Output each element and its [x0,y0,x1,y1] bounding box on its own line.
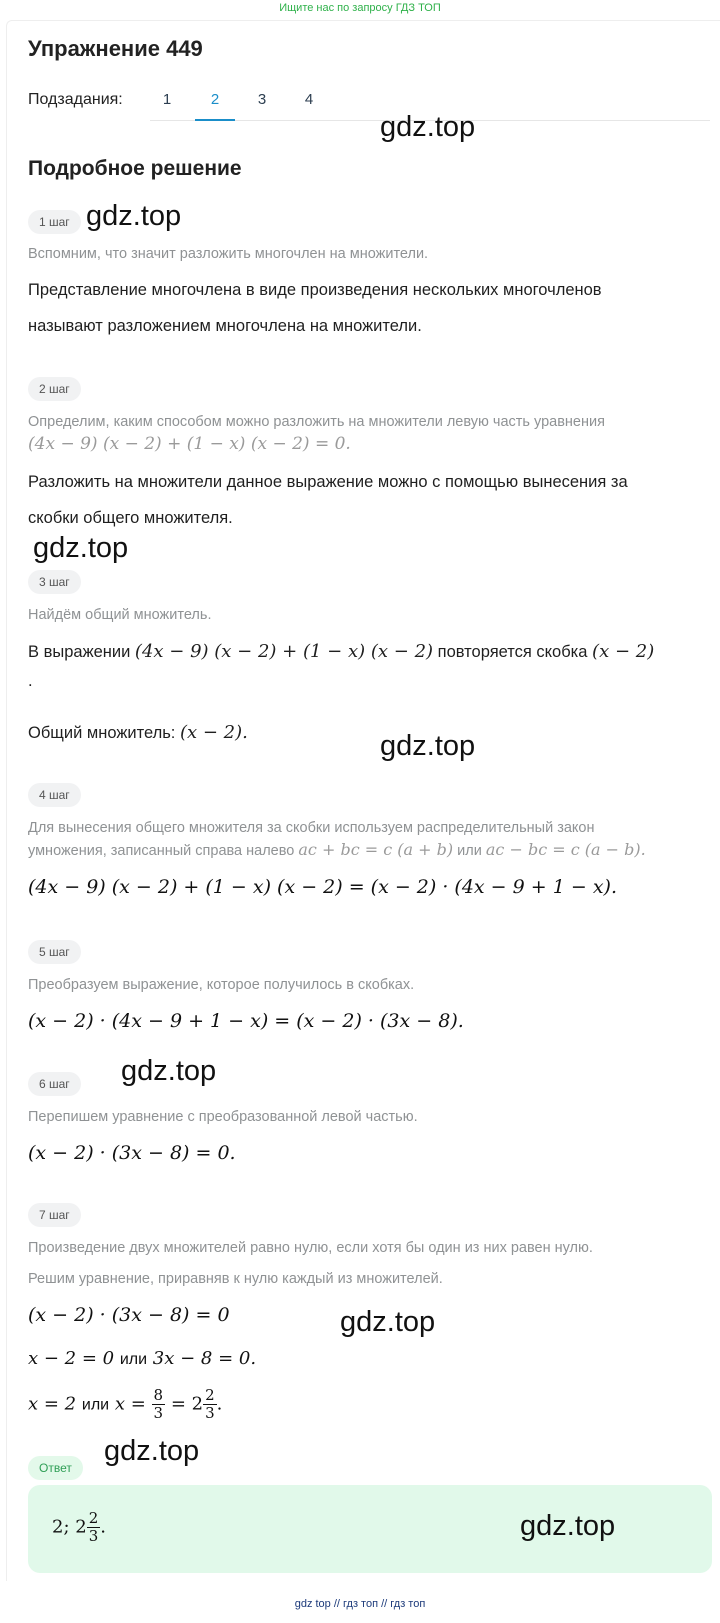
step3-math-b: (x − 2) [592,641,655,662]
step7-f2-left: x − 2 = 0 [28,1348,115,1369]
step4-hint-text: умножения, записанный справа налево [28,843,295,859]
answer-value [52,1510,106,1545]
step3-sentence [28,641,718,662]
step1-text-line1: Представление многочлена в виде произведения нескольких многочленов [28,281,602,299]
fraction [203,1387,217,1422]
answer-text: 2; 2 [52,1516,87,1538]
step2-text-line1: Разложить на множители данное выражение можно с помощью вынесения за [28,473,628,491]
step3-common-label: Общий множитель: [28,724,176,742]
answer-fraction [87,1510,101,1545]
step7-f3-left: x = 2 [28,1393,77,1415]
step3-hint: Найдём общий множитель. [28,607,212,623]
watermark: gdz.top [33,532,129,564]
active-tab-indicator [195,119,235,121]
step-badge-1: 1 шаг [28,210,81,234]
fraction-denominator: 3 [153,1404,164,1422]
step4-hint-line2 [28,840,708,861]
page-title: Упражнение 449 [28,36,203,61]
step3-text-b: повторяется скобка [437,643,588,661]
step-badge-2: 2 шаг [28,377,81,401]
step7-f3-x: x = [114,1393,146,1415]
step3-math-a: (4x − 9) (x − 2) + (1 − x) (x − 2) [134,641,434,662]
step3-period: . [28,672,33,690]
watermark: gdz.top [121,1055,217,1087]
top-banner[interactable]: Ищите нас по запросу ГДЗ ТОП [279,2,441,14]
step4-hint-math2: ac − bc = c (a − b). [485,840,646,859]
step6-formula: (x − 2) · (3x − 8) = 0. [28,1142,236,1164]
tab-subtask-4[interactable]: 4 [304,91,314,108]
step3-common-math: (x − 2). [179,722,248,743]
watermark: gdz.top [380,730,476,762]
step1-hint: Вспомним, что значит разложить многочлен на множители. [28,246,429,262]
watermark: gdz.top [104,1435,200,1467]
step7-f3-end: . [216,1393,223,1415]
fraction [152,1387,166,1422]
step7-hint-line1: Произведение двух множителей равно нулю, если хотя бы один из них равен нулю. [28,1240,593,1256]
step3-text-a: В выражении [28,643,131,661]
step7-formula-1: (x − 2) · (3x − 8) = 0 [28,1304,230,1326]
step4-hint-math1: ac + bc = c (a + b) [298,840,454,859]
step2-hint: Определим, каким способом можно разложить на множители левую часть уравнения [28,414,605,430]
step7-f3-eq: = 2 [170,1393,204,1415]
answer-badge: Ответ [28,1456,83,1480]
solution-heading: Подробное решение [28,157,242,180]
step4-formula: (4x − 9) (x − 2) + (1 − x) (x − 2) = (x − 2) · (4x − 9 + 1 − x). [28,876,617,898]
fraction-numerator: 2 [88,1509,99,1527]
tab-subtask-3[interactable]: 3 [257,91,267,108]
answer-end: . [100,1516,106,1538]
step-badge-4: 4 шаг [28,783,81,807]
tab-subtask-1[interactable]: 1 [162,91,172,108]
step1-text-line2: называют разложением многочлена на множители. [28,317,422,335]
step-badge-5: 5 шаг [28,940,81,964]
step7-formula-2 [28,1348,256,1369]
step-badge-6: 6 шаг [28,1072,81,1096]
step5-hint: Преобразуем выражение, которое получилось в скобках. [28,977,415,993]
step6-hint: Перепишем уравнение с преобразованной левой частью. [28,1109,418,1125]
watermark: gdz.top [340,1306,436,1338]
step7-f3-or: или [81,1396,110,1414]
step3-common [28,722,718,743]
step7-formula-3 [28,1387,222,1422]
fraction-numerator: 2 [205,1386,215,1404]
fraction-denominator: 3 [205,1404,215,1422]
step5-formula: (x − 2) · (4x − 9 + 1 − x) = (x − 2) · (3x − 8). [28,1010,464,1032]
step7-hint-line2: Решим уравнение, приравняв к нулю каждый из множителей. [28,1271,443,1287]
tab-subtask-2[interactable]: 2 [210,91,220,108]
footer-links[interactable]: gdz top // гдз топ // гдз топ [294,1598,426,1610]
step7-f2-right: 3x − 8 = 0. [152,1348,257,1369]
step4-hint-or: или [457,843,482,859]
fraction-numerator: 8 [153,1386,164,1404]
subtasks-label: Подзадания: [28,91,123,108]
watermark: gdz.top [380,111,476,143]
step-badge-7: 7 шаг [28,1203,81,1227]
step2-text-line2: скобки общего множителя. [28,509,233,527]
fraction-denominator: 3 [88,1527,99,1545]
step7-f2-or: или [119,1351,148,1368]
step-badge-3: 3 шаг [28,570,81,594]
watermark: gdz.top [86,200,182,232]
step4-hint-line1: Для вынесения общего множителя за скобки используем распределительный закон [28,820,595,836]
step2-hint-math: (4x − 9) (x − 2) + (1 − x) (x − 2) = 0. [28,434,351,454]
watermark: gdz.top [520,1510,616,1542]
